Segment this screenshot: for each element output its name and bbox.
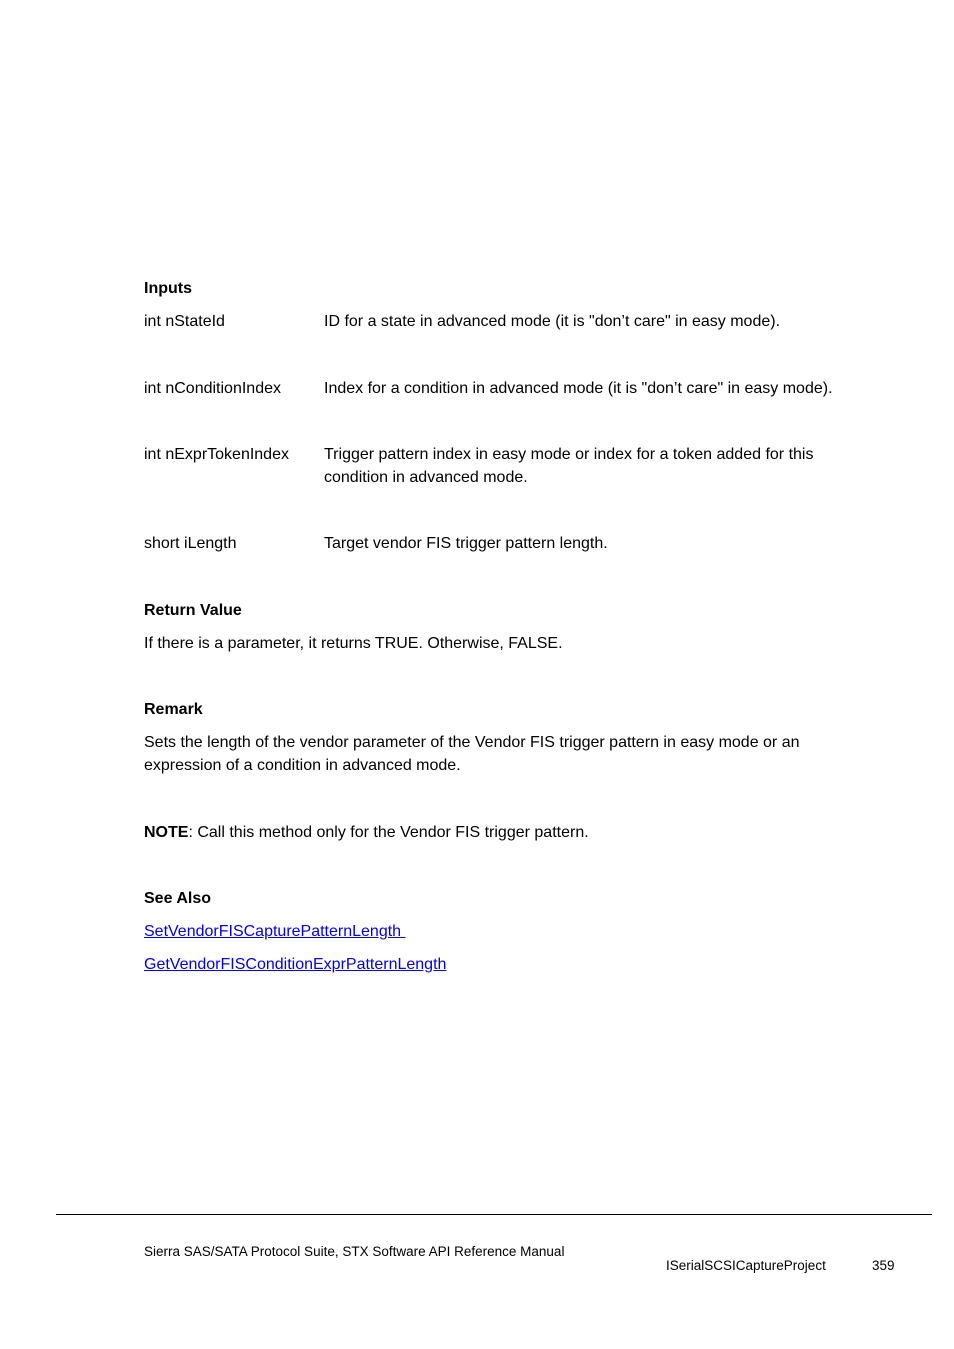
return-value-text: If there is a parameter, it returns TRUE. Otherwise, FALSE. — [144, 635, 563, 652]
see-also-heading: See Also — [144, 890, 211, 907]
param-name-nconditionindex: int nConditionIndex — [144, 380, 281, 397]
inputs-heading: Inputs — [144, 280, 192, 297]
link-set-vendor-fis-capture-pattern-length[interactable]: SetVendorFISCapturePatternLength — [144, 923, 406, 940]
footer-divider — [56, 1214, 932, 1215]
remark-note — [144, 821, 904, 844]
return-value-heading: Return Value — [144, 602, 242, 619]
footer-section-name: ISerialSCSICaptureProject — [666, 1258, 826, 1273]
remark-text: Sets the length of the vendor parameter of the Vendor FIS trigger pattern in easy mode or an expression of a condition in advanced mode. — [144, 734, 800, 774]
param-name-nstateid: int nStateId — [144, 313, 225, 330]
param-name-nexprtokenindex: int nExprTokenIndex — [144, 446, 289, 463]
link-get-vendor-fis-condition-expr-pattern-length[interactable]: GetVendorFISConditionExprPatternLength — [144, 956, 447, 973]
note-text: : Call this method only for the Vendor FIS trigger pattern. — [188, 824, 589, 841]
param-desc-nstateid: ID for a state in advanced mode (it is "don’t care" in easy mode). — [324, 313, 781, 330]
remark-heading: Remark — [144, 701, 203, 718]
note-label: NOTE — [144, 824, 189, 841]
footer-manual-title: Sierra SAS/SATA Protocol Suite, STX Software API Reference Manual — [144, 1244, 565, 1259]
param-desc-ilength: Target vendor FIS trigger pattern length. — [324, 535, 608, 552]
footer-page-number: 359 — [872, 1258, 895, 1273]
param-desc-nconditionindex: Index for a condition in advanced mode (it is "don’t care" in easy mode). — [324, 380, 833, 397]
param-name-ilength: short iLength — [144, 535, 237, 552]
param-desc-nexprtokenindex: Trigger pattern index in easy mode or index for a token added for this condition in advanced mode. — [324, 446, 814, 486]
